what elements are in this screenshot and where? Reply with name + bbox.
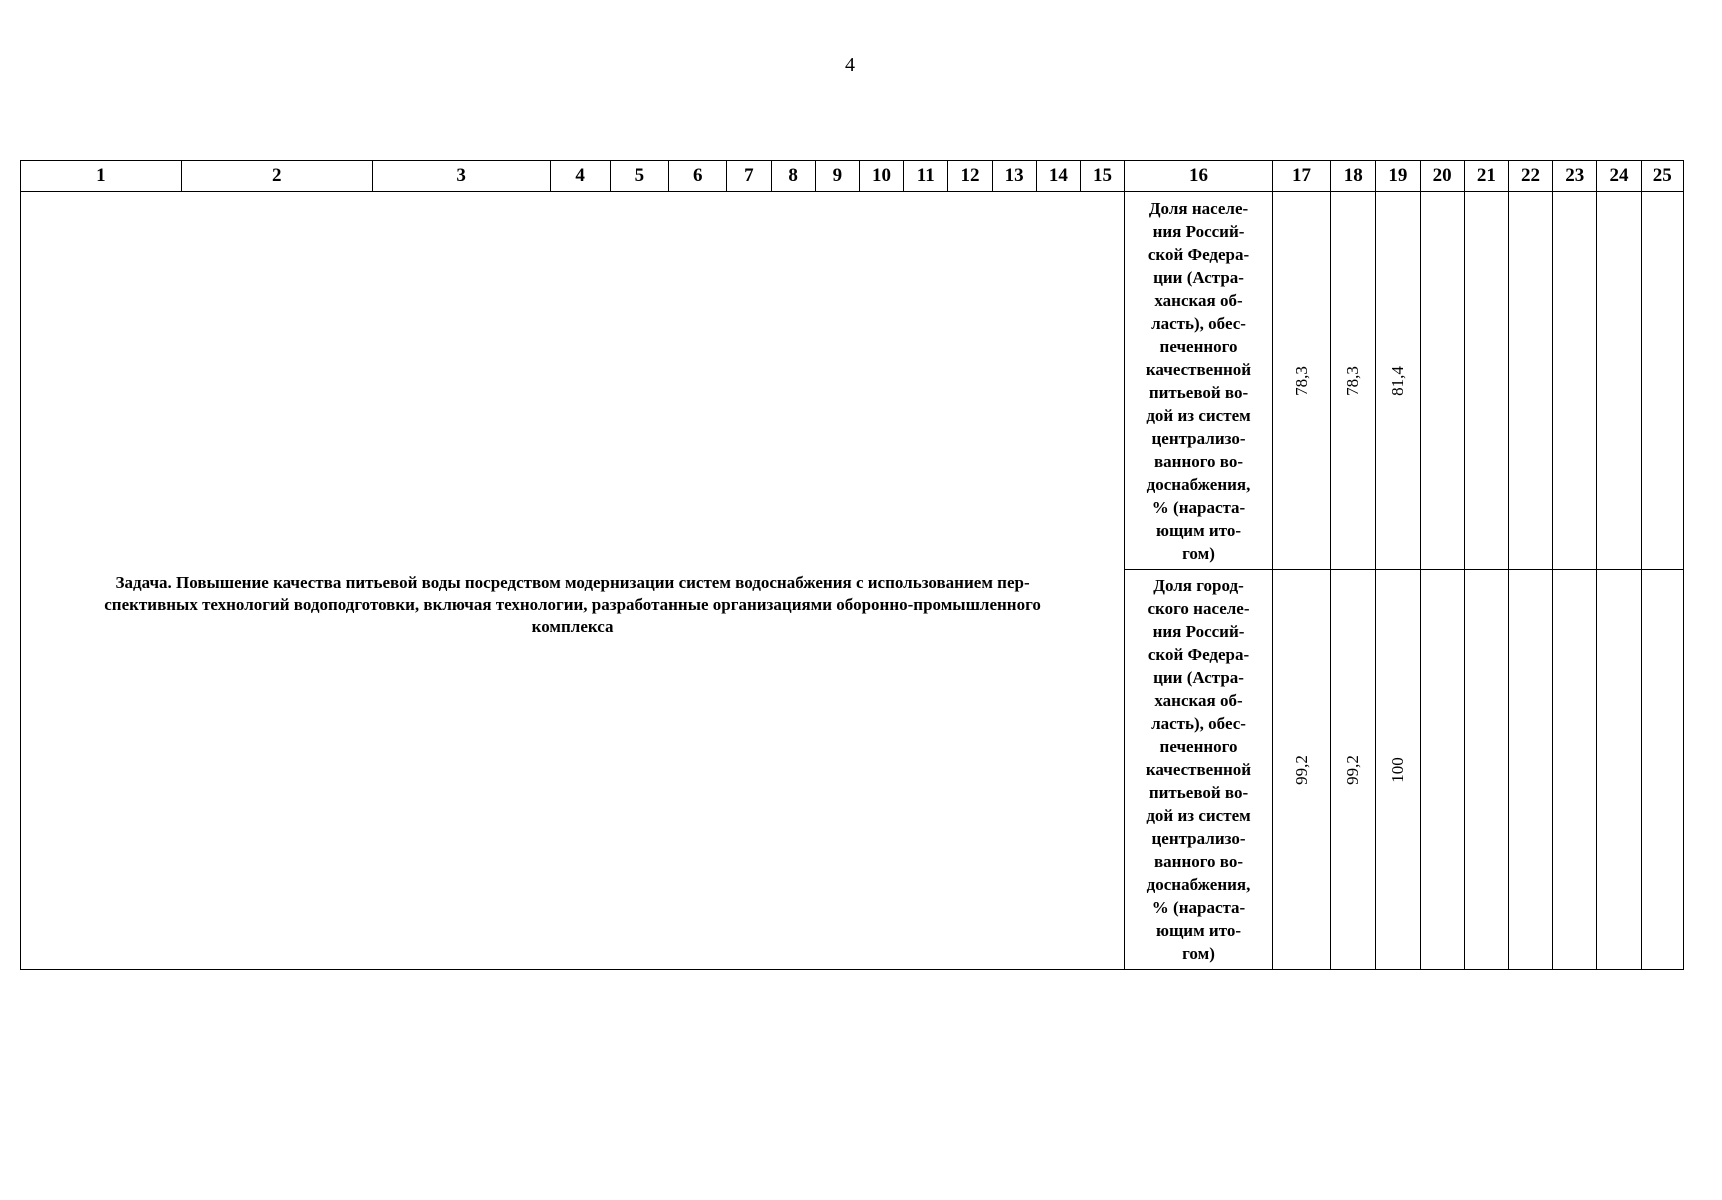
value-cell-24 — [1597, 192, 1641, 570]
value-cell-18 — [1331, 192, 1376, 570]
value-cell-25 — [1641, 192, 1683, 570]
col-header-25: 25 — [1641, 161, 1683, 192]
page-number: 4 — [845, 54, 855, 76]
col-header-24: 24 — [1597, 161, 1641, 192]
indicator-row-1 — [21, 192, 1684, 570]
col-header-13: 13 — [992, 161, 1036, 192]
value-18: 78,3 — [1343, 365, 1363, 396]
indicator-name-2: Доля город- ского населе- ния Россий- ской Федера- ции (Астра- ханская об- ласть), обес- печенного качественной питьевой во- дой из систем централизо- ванного во- доснабжения, % (нараста- ющим ито- гом) — [1125, 570, 1273, 970]
value-cell-22 — [1508, 570, 1552, 970]
value-cell-17 — [1272, 570, 1330, 970]
col-header-18: 18 — [1331, 161, 1376, 192]
col-header-15: 15 — [1080, 161, 1124, 192]
col-header-16: 16 — [1125, 161, 1273, 192]
col-header-4: 4 — [550, 161, 610, 192]
value-cell-23 — [1553, 192, 1597, 570]
value-17: 78,3 — [1291, 365, 1311, 396]
value-cell-25 — [1641, 570, 1683, 970]
col-header-19: 19 — [1376, 161, 1420, 192]
value-cell-22 — [1508, 192, 1552, 570]
value-cell-23 — [1553, 570, 1597, 970]
task-text-line-1: Задача. Повышение качества питьевой воды посредством модернизации систем водоснабжения с использованием пер- — [115, 572, 1030, 592]
col-header-5: 5 — [610, 161, 668, 192]
value-cell-18 — [1331, 570, 1376, 970]
col-header-2: 2 — [181, 161, 372, 192]
col-header-14: 14 — [1036, 161, 1080, 192]
col-header-10: 10 — [859, 161, 903, 192]
col-header-9: 9 — [815, 161, 859, 192]
col-header-22: 22 — [1508, 161, 1552, 192]
value-19: 100 — [1387, 756, 1407, 783]
indicators-table — [20, 160, 1684, 970]
value-cell-24 — [1597, 570, 1641, 970]
task-text-line-2: спективных технологий водоподготовки, включая технологии, разработанные организациями оборонно-промышленного — [104, 594, 1041, 614]
col-header-6: 6 — [669, 161, 727, 192]
value-cell-20 — [1420, 192, 1464, 570]
value-17: 99,2 — [1291, 754, 1311, 785]
col-header-20: 20 — [1420, 161, 1464, 192]
value-cell-19 — [1376, 192, 1420, 570]
value-cell-21 — [1464, 570, 1508, 970]
header-row — [21, 161, 1684, 192]
task-text-line-3: комплекса — [531, 616, 614, 636]
col-header-11: 11 — [904, 161, 948, 192]
col-header-1: 1 — [21, 161, 182, 192]
value-cell-17 — [1272, 192, 1330, 570]
col-header-7: 7 — [727, 161, 771, 192]
col-header-12: 12 — [948, 161, 992, 192]
task-cell — [21, 192, 1125, 970]
col-header-23: 23 — [1553, 161, 1597, 192]
value-cell-19 — [1376, 570, 1420, 970]
col-header-17: 17 — [1272, 161, 1330, 192]
value-18: 99,2 — [1343, 754, 1363, 785]
value-cell-20 — [1420, 570, 1464, 970]
value-cell-21 — [1464, 192, 1508, 570]
indicator-name-1: Доля населе- ния Россий- ской Федера- ции (Астра- ханская об- ласть), обес- печенного качественной питьевой во- дой из систем централизо- ванного во- доснабжения, % (нараста- ющим ито- гом) — [1125, 192, 1273, 570]
col-header-21: 21 — [1464, 161, 1508, 192]
value-19: 81,4 — [1387, 365, 1407, 396]
col-header-8: 8 — [771, 161, 815, 192]
col-header-3: 3 — [372, 161, 550, 192]
